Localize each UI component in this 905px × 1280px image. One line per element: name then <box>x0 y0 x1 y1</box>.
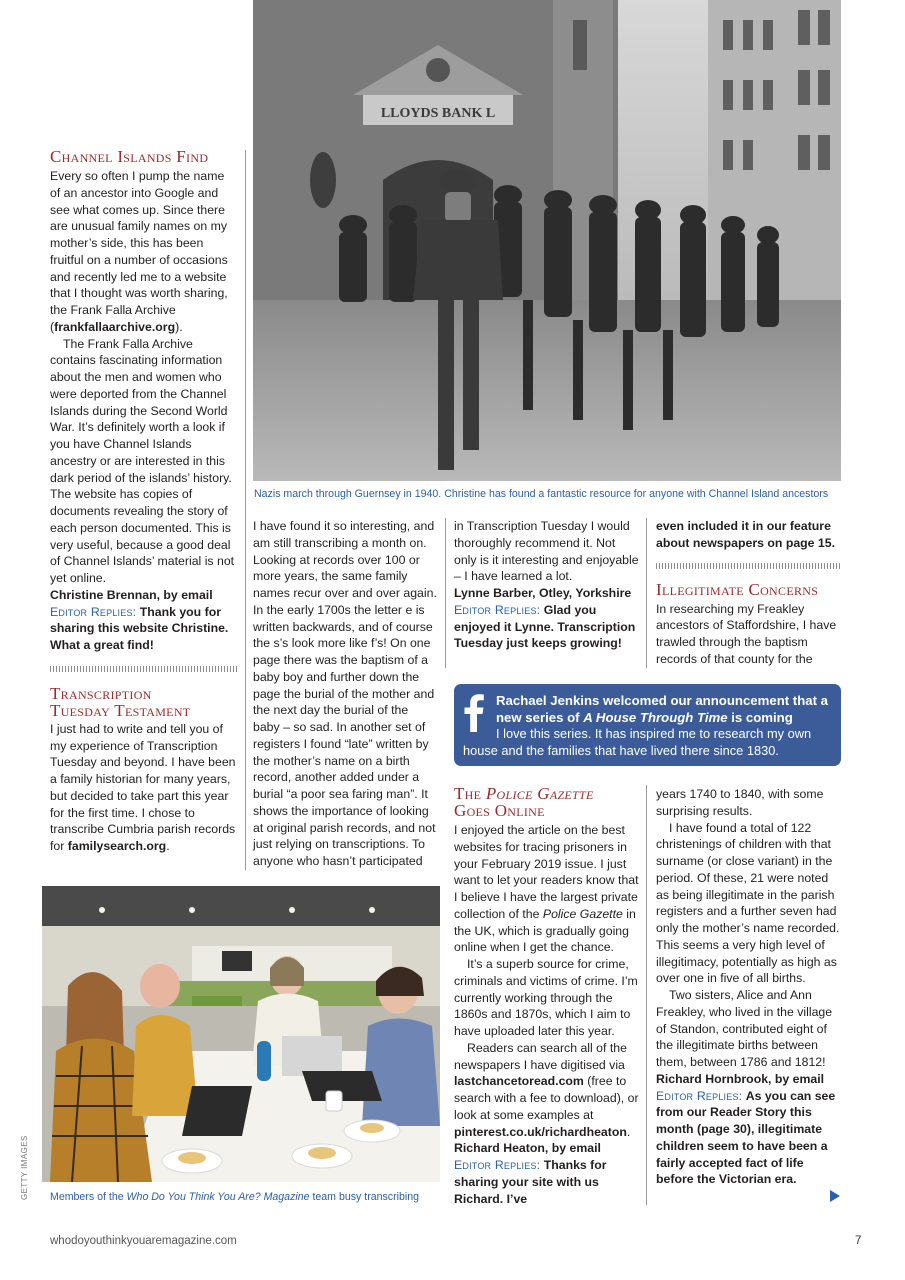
column-4-top <box>656 518 841 668</box>
channel-editor-reply: Editor Replies: Thank you for sharing this website Christine. What a great find! <box>50 604 229 652</box>
section-divider <box>50 666 237 672</box>
transcription-paragraph-2: I have found it so interesting, and am still transcribing a month on. Looking at records over 100 or more years, the same family names recur over and over again. In the early 1700s the letter e is written backwards, and of course the s’s look more like f’s! On one page there was the baptism of a baby boy and further down the page the burial of the mother and the next day the burial of the baby – so sad. In another set of registers I found “late” written by the mother’s name on a birth record, another added under a burial “a poor sea faring man”. It shows the importance of looking at original parish records, and not just relying on transcriptions. To anyone who hasn’t participated <box>253 519 437 868</box>
police-gazette-heading: The Police Gazette Goes Online <box>454 784 594 820</box>
footer-website: whodoyouthinkyouaremagazine.com <box>50 1235 237 1247</box>
police-editor-reply: Editor Replies: Thanks for sharing your site with us Richard. I’ve <box>454 1158 607 1206</box>
illegitimate-paragraph-3: Two sisters, Alice and Ann Freakley, who lived in the village of Standon, contributed eight of the illegitimate births between them, between 1786 and 1812! <box>656 988 833 1069</box>
pinterest-link[interactable]: pinterest.co.uk/richardheaton <box>454 1124 627 1139</box>
police-signature: Richard Heaton, by email <box>454 1141 601 1156</box>
column-rule <box>245 150 246 870</box>
team-photo-art <box>42 886 440 1182</box>
column-3-top <box>454 518 639 652</box>
familysearch-link[interactable]: familysearch.org <box>67 839 167 853</box>
illegitimate-editor-reply: Editor Replies: As you can see from our Reader Story this month (page 30), illegitimate children seem to have been a fairly accepted fact of life before the Victorian era. <box>656 1088 836 1187</box>
getty-images-credit: GETTY IMAGES <box>20 1135 29 1200</box>
police-paragraph-2: It’s a superb source for crime, criminals and victims of crime. I’m currently working through the 1860s and 1870s, which I aim to have uploaded later this year. <box>454 957 638 1038</box>
facebook-headline: Rachael Jenkins welcomed our announcement that a new series of A House Through Time is coming <box>496 693 828 725</box>
police-editor-reply-continued: even included it in our feature about newspapers on page 15. <box>656 519 836 550</box>
parade-photo <box>253 0 841 481</box>
transcription-paragraph-3: in Transcription Tuesday I would thoroughly recommend it. Not only is it interesting and enjoyable – I have learned a lot. <box>454 519 639 584</box>
page-number: 7 <box>855 1235 862 1247</box>
lastchancetoread-link[interactable]: lastchancetoread.com <box>454 1074 584 1089</box>
channel-paragraph-2: The Frank Falla Archive contains fascinating information about the men and women who were deported from the Channel Islands during the Second World War. It’s definitely worth a look if you have Channel Islands ancestry or are interested in this dark period of the islands’ history. The website has copies of documents revealing the story of each person documented. This is very useful, because a good deal of Channel Islands’ material is not yet online. <box>50 336 235 585</box>
frankfalla-link[interactable]: frankfallaarchive.org <box>54 319 176 334</box>
illegitimate-paragraph-2: I have found a total of 122 christenings of children with that surname (or close variant) in the period. Of these, 21 were noted as being illegitimate in the parish registers and a further seven had only the mother’s name recorded. This seems a very high level of illegitimacy, potentially as high as over one in five of all births. <box>656 820 840 986</box>
column-rule <box>445 518 446 668</box>
facebook-comment-text: I love this series. It has inspired me to research my own house and the families that have lived there since 1830. <box>463 726 812 758</box>
column-1 <box>50 148 237 855</box>
column-3-bottom <box>454 785 639 1207</box>
channel-signature: Christine Brennan, by email <box>50 587 213 602</box>
column-rule <box>646 785 647 1205</box>
bank-sign: LLOYDS BANK L <box>380 106 496 121</box>
column-rule <box>646 518 647 668</box>
transcription-heading: Transcription Tuesday Testament <box>50 683 191 720</box>
bottom-photo-caption: Members of the Who Do You Think You Are? Magazine team busy transcribing <box>50 1191 420 1203</box>
facebook-comment-box <box>454 684 841 766</box>
top-photo-caption: Nazis march through Guernsey in 1940. Christine has found a fantastic resource for anyone with Channel Island ancestors <box>254 488 829 500</box>
illegitimate-signature: Richard Hornbrook, by email <box>656 1071 825 1086</box>
illegitimate-heading: Illegitimate Concerns <box>656 579 819 599</box>
police-paragraph-1: I enjoyed the article on the best websites for tracing prisoners in your February 2019 issue. I just want to let your readers know that I believe I have the largest private collection of the Police Gazette in the UK, which is gradually going online when I get the chance. <box>454 823 639 955</box>
illegitimate-paragraph-1-continued: years 1740 to 1840, with some surprising results. <box>656 787 824 818</box>
transcription-editor-reply: Editor Replies: Glad you enjoyed it Lynne. Transcription Tuesday just keeps growing! <box>454 602 636 651</box>
police-paragraph-3: Readers can search all of the newspapers I have digitised via lastchancetoread.com (free to search with a fee to download), or look at some examples at pinterest.co.uk/richardheaton. <box>454 1040 639 1139</box>
illegitimate-paragraph-1: In researching my Freakley ancestors of Staffordshire, I have trawled through the baptism records of that county for the <box>656 601 837 666</box>
parade-photo-art <box>253 0 841 481</box>
transcription-paragraph-1: I just had to write and tell you of my experience of Transcription Tuesday and beyond. I have been a family historian for many years, but decided to take part this year for the first time. I chose to transcribe Cumbria parish records for familysearch.org. <box>50 721 236 853</box>
channel-islands-heading: Channel Islands Find <box>50 147 209 166</box>
section-divider <box>656 563 841 569</box>
column-2 <box>253 518 438 870</box>
team-photo <box>42 886 440 1182</box>
channel-paragraph-1: Every so often I pump the name of an ancestor into Google and see what comes up. Since there are unusual family names on my mother’s side, this has been fruitful on a number of occasions and recently led me to a website that I thought was worth sharing, the Frank Falla Archive (frankfallaarchive.org). <box>50 169 228 334</box>
transcription-signature: Lynne Barber, Otley, Yorkshire <box>454 586 632 600</box>
continue-arrow-icon <box>830 1190 840 1202</box>
column-4-bottom <box>656 786 841 1188</box>
